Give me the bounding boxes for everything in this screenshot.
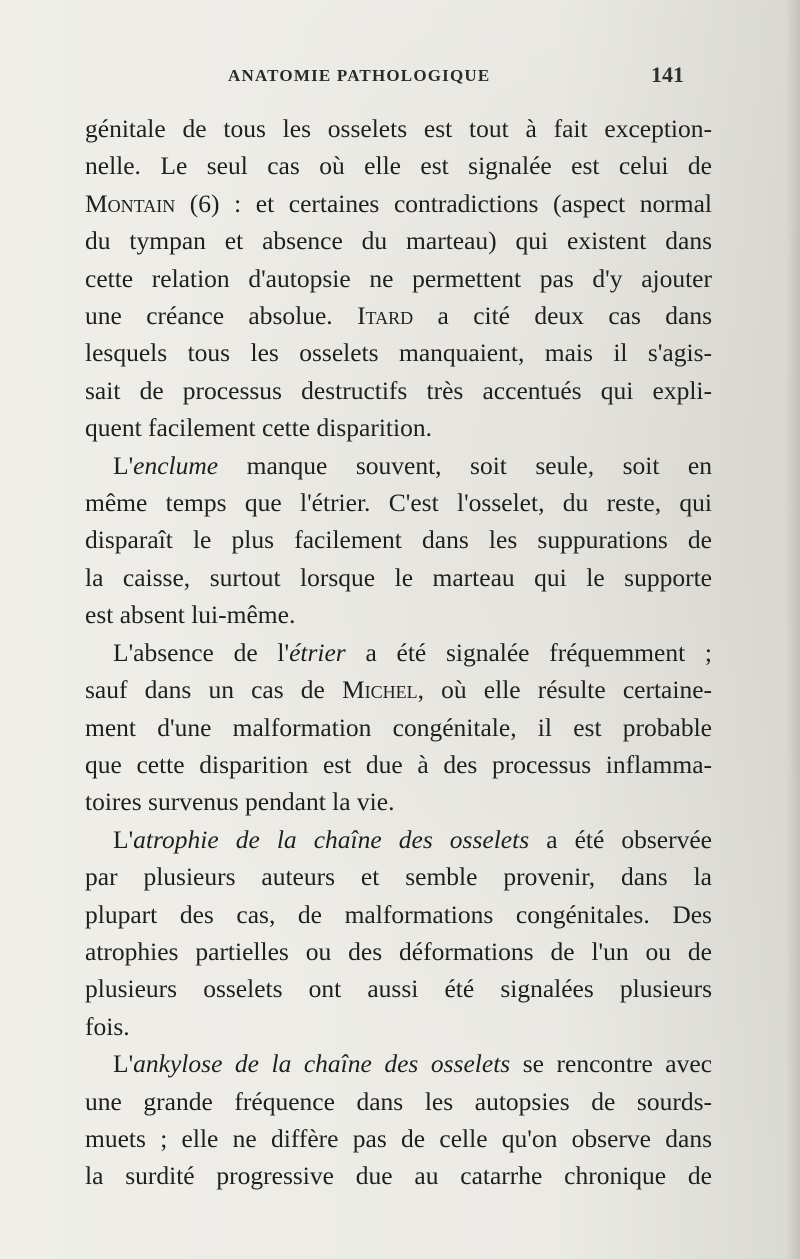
text-segment: une créance absolue.: [85, 301, 358, 331]
text-segment: par plusieurs auteurs et semble provenir, dans la: [85, 862, 712, 892]
text-segment: ment d'une malformation congénitale, il est probable: [85, 712, 712, 742]
text-segment: plupart des cas, de malformations congénitales. Des: [85, 899, 712, 929]
text-segment: (6) : et certaines contradictions (aspect normal: [175, 188, 712, 218]
text-segment: L': [113, 450, 134, 480]
page-header: [228, 62, 698, 96]
text-line: [85, 970, 712, 1007]
italic-term: ankylose de la chaîne des osselets: [133, 1049, 511, 1079]
paragraph: [85, 447, 712, 634]
running-head: ANATOMIE PATHOLOGIQUE: [228, 66, 491, 85]
text-line: [85, 110, 712, 147]
text-line: [85, 634, 712, 671]
text-segment: que cette disparition est due à des processus inflamma-: [85, 749, 712, 779]
text-segment: L'absence de l': [113, 637, 290, 667]
text-segment: même temps que l'étrier. C'est l'osselet, du reste, qui: [85, 488, 712, 518]
paragraph: [85, 634, 712, 821]
text-line: [85, 671, 712, 708]
text-segment: , où elle résulte certaine-: [417, 675, 713, 705]
text-segment: fois.: [85, 1011, 130, 1041]
author-name: Michel: [342, 675, 418, 705]
text-segment: sauf dans un cas de: [85, 675, 342, 705]
text-segment: nelle. Le seul cas où elle est signalée est celui de: [85, 151, 712, 181]
author-name: Montain: [85, 188, 176, 218]
text-line: [85, 821, 712, 858]
text-segment: cette relation d'autopsie ne permettent pas d'y ajouter: [85, 263, 712, 293]
author-name: Itard: [357, 301, 414, 331]
text-line: [85, 334, 712, 371]
italic-term: enclume: [133, 450, 219, 480]
paragraph: [85, 821, 712, 1045]
text-line: [85, 709, 712, 746]
text-line: [85, 858, 712, 895]
text-line: [85, 409, 712, 446]
text-segment: du tympan et absence du marteau) qui existent dans: [85, 226, 712, 256]
text-line: [85, 185, 712, 222]
text-line: [85, 783, 712, 820]
text-line: [85, 260, 712, 297]
italic-term: atrophie de la chaîne des osselets: [133, 824, 530, 854]
text-line: [85, 1157, 712, 1194]
text-line: [85, 372, 712, 409]
text-segment: muets ; elle ne diffère pas de celle qu'on observe dans: [85, 1123, 712, 1153]
italic-term: étrier: [289, 637, 346, 667]
text-segment: est absent lui-même.: [85, 600, 296, 630]
text-segment: sait de processus destructifs très accentués qui expli-: [85, 375, 712, 405]
text-line: [85, 1120, 712, 1157]
text-line: [85, 521, 712, 558]
text-segment: a été observée: [529, 824, 712, 854]
text-segment: disparaît le plus facilement dans les suppurations de: [85, 525, 712, 555]
text-line: [85, 297, 712, 334]
text-line: [85, 222, 712, 259]
text-line: [85, 559, 712, 596]
text-segment: la caisse, surtout lorsque le marteau qui le supporte: [85, 562, 712, 592]
body-text: [85, 110, 712, 1195]
text-line: [85, 933, 712, 970]
text-segment: L': [113, 824, 134, 854]
paragraph: [85, 1045, 712, 1195]
text-line: [85, 147, 712, 184]
text-segment: manque souvent, soit seule, soit en: [218, 450, 712, 480]
text-line: [85, 1045, 712, 1082]
page-edge-shadow: [786, 0, 800, 1259]
text-line: [85, 1008, 712, 1045]
text-segment: quent facilement cette disparition.: [85, 413, 432, 443]
text-segment: toires survenus pendant la vie.: [85, 787, 395, 817]
text-segment: atrophies partielles ou des déformations de l'un ou de: [85, 936, 712, 966]
text-line: [85, 447, 712, 484]
text-line: [85, 1083, 712, 1120]
text-line: [85, 484, 712, 521]
text-segment: se rencontre avec: [510, 1049, 713, 1079]
paragraph: [85, 110, 712, 447]
text-line: [85, 896, 712, 933]
text-line: [85, 746, 712, 783]
text-segment: a cité deux cas dans: [413, 301, 713, 331]
page-number: 141: [651, 62, 684, 87]
text-segment: génitale de tous les osselets est tout à fait exception-: [85, 114, 712, 143]
text-segment: a été signalée fréquemment ;: [345, 637, 712, 667]
text-segment: une grande fréquence dans les autopsies de sourds-: [85, 1086, 712, 1116]
text-segment: la surdité progressive due au catarrhe chronique de: [85, 1161, 712, 1191]
text-segment: plusieurs osselets ont aussi été signalées plusieurs: [85, 974, 712, 1004]
text-segment: lesquels tous les osselets manquaient, mais il s'agis-: [85, 338, 712, 368]
text-segment: L': [113, 1049, 134, 1079]
text-line: [85, 596, 712, 633]
